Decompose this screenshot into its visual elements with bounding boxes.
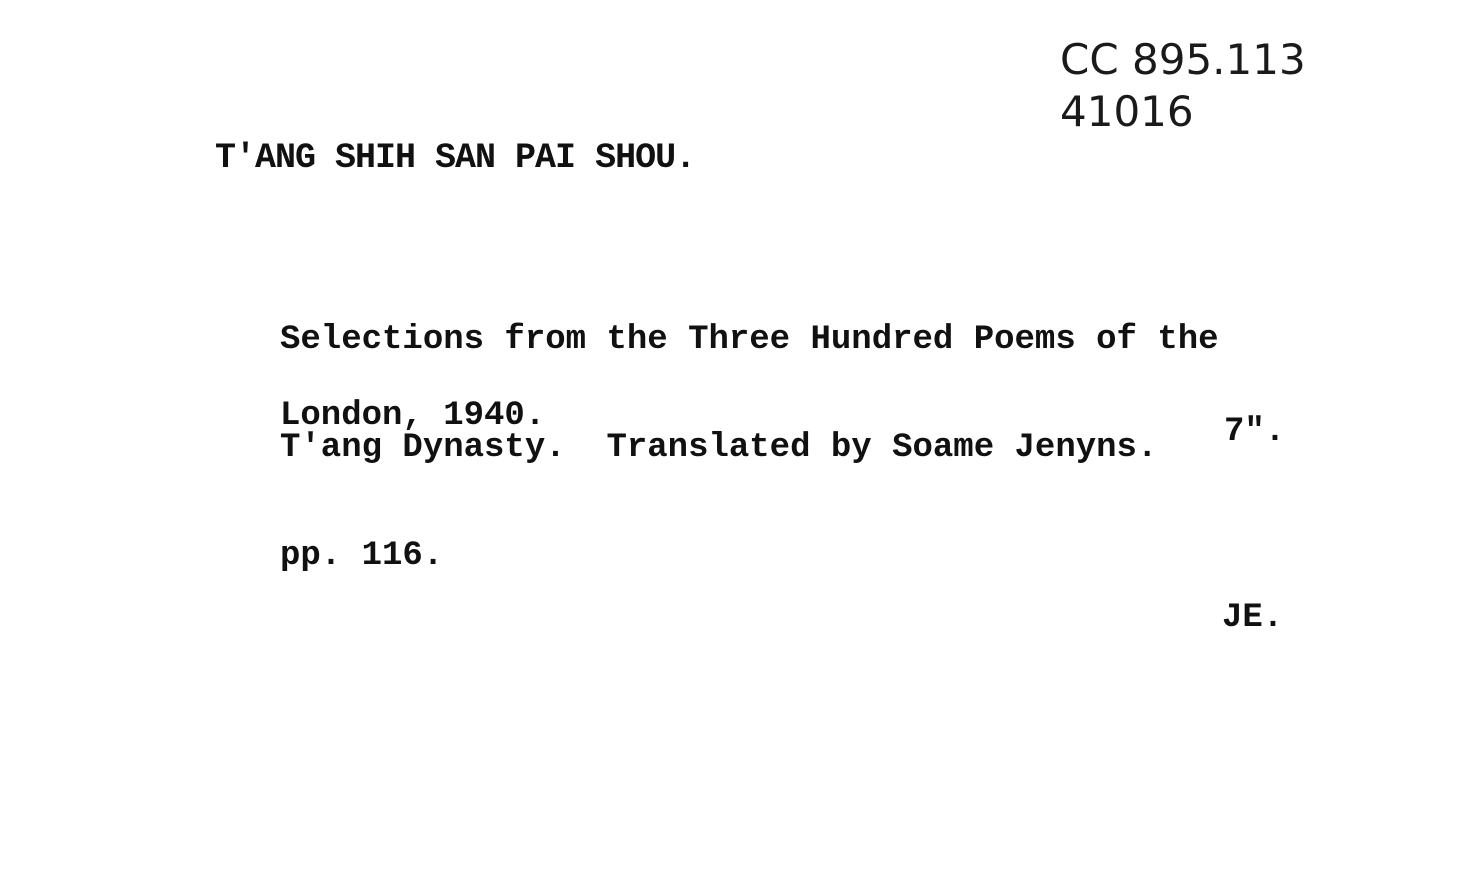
description-line: pp. 116.	[280, 537, 444, 575]
cataloger-initials: JE.	[1222, 599, 1284, 637]
accession-number: 41016	[1060, 87, 1194, 136]
imprint: London, 1940.	[280, 397, 546, 435]
call-number	[1060, 34, 1306, 138]
description-line: T'ang Dynasty. Translated by Soame Jenyns.	[280, 429, 1158, 467]
size-note: 7".	[1224, 413, 1286, 451]
description-line: Selections from the Three Hundred Poems of the	[280, 321, 1219, 359]
classification-number: CC 895.113	[1060, 35, 1306, 84]
description	[280, 250, 1219, 646]
card-title: T'ANG SHIH SAN PAI SHOU.	[215, 138, 696, 178]
